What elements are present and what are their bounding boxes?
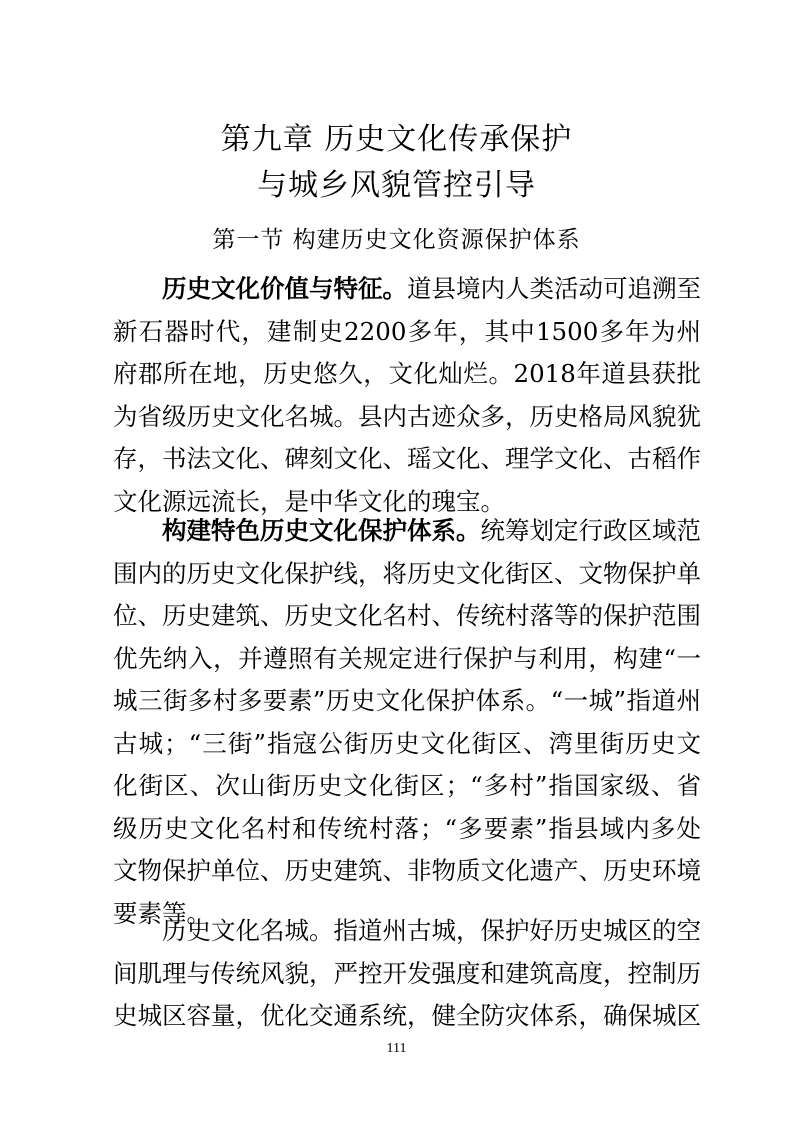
chapter-title-line-1: 第九章 历史文化传承保护 (220, 122, 573, 157)
paragraph-body-text: 道县境内人类活动可追溯至新石器时代，建制史2200多年，其中1500多年为州府郡所在地，历史悠久，文化灿烂。2018年道县获批为省级历史文化名城。县内古迹众多，历史格局风貌犹存，书法文化、碑刻文化、瑶文化、理学文化、古稻作文化源远流长，是中华文化的瑰宝。 (113, 274, 701, 516)
paragraph-cultural-value (113, 268, 701, 523)
chapter-title-line-2: 与城乡风貌管控引导 (257, 168, 536, 203)
paragraph-body-text: 统筹划定行政区域范围内的历史文化保护线，将历史文化街区、文物保护单位、历史建筑、历史文化名村、传统村落等的保护范围优先纳入，并遵照有关规定进行保护与利用，构建“一城三街多村多要素”历史文化保护体系。“一城”指道州古城；“三街”指寇公街历史文化街区、湾里街历史文化街区、次山街历史文化街区；“多村”指国家级、省级历史文化名村和传统村落；“多要素”指县域内多处文物保护单位、历史建筑、非物质文化遗产、历史环境要素等。 (113, 516, 701, 928)
paragraph-lead-heading: 历史文化价值与特征。 (162, 274, 407, 303)
paragraph-historic-city (113, 910, 701, 1038)
section-title: 第一节 构建历史文化资源保护体系 (212, 227, 581, 253)
paragraph-protection-system (113, 510, 701, 935)
page-number: 111 (386, 1041, 407, 1056)
paragraph-body-text: 历史文化名城。指道州古城，保护好历史城区的空间肌理与传统风貌，严控开发强度和建筑高度，控制历史城区容量，优化交通系统，健全防灾体系，确保城区 (113, 916, 701, 1030)
paragraph-lead-heading: 构建特色历史文化保护体系。 (162, 516, 481, 545)
